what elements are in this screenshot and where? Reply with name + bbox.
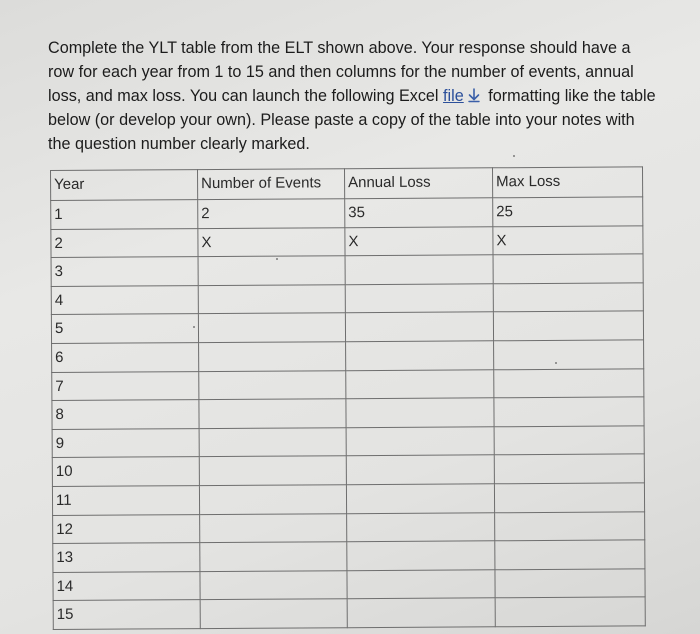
cell-annual-loss[interactable]: X xyxy=(345,226,493,255)
cell-max-loss[interactable] xyxy=(493,283,643,313)
cell-number-of-events[interactable] xyxy=(198,313,345,342)
cell-number-of-events[interactable] xyxy=(199,456,346,485)
table-row xyxy=(51,283,643,315)
cell-annual-loss[interactable] xyxy=(345,255,493,284)
table-row xyxy=(51,254,643,286)
table-row xyxy=(52,454,644,486)
cell-max-loss[interactable] xyxy=(494,397,644,427)
question-text-part-2: formatting like the table below (or develop your own). Please paste a copy of the table into your notes with the question number clearly marked. xyxy=(48,87,656,153)
cell-number-of-events[interactable]: X xyxy=(198,227,345,256)
cell-number-of-events[interactable] xyxy=(199,342,346,371)
cell-number-of-events[interactable] xyxy=(200,513,347,542)
cell-max-loss[interactable]: 25 xyxy=(493,197,643,227)
cell-year[interactable]: 7 xyxy=(52,371,199,400)
table-row xyxy=(51,197,643,229)
paper-mark xyxy=(555,362,557,364)
cell-annual-loss[interactable] xyxy=(347,512,495,541)
cell-max-loss[interactable] xyxy=(493,254,643,284)
cell-max-loss[interactable] xyxy=(494,483,644,513)
cell-max-loss[interactable] xyxy=(494,340,644,370)
cell-annual-loss[interactable] xyxy=(346,455,494,484)
cell-year[interactable]: 14 xyxy=(53,571,200,600)
header-max-loss: Max Loss xyxy=(492,167,642,198)
cell-number-of-events[interactable] xyxy=(200,599,347,628)
cell-annual-loss[interactable] xyxy=(347,541,495,570)
cell-max-loss[interactable] xyxy=(495,511,645,541)
cell-number-of-events[interactable] xyxy=(199,427,346,456)
cell-annual-loss[interactable] xyxy=(345,312,493,341)
cell-year[interactable]: 2 xyxy=(51,228,198,257)
cell-annual-loss[interactable] xyxy=(346,341,494,370)
cell-annual-loss[interactable]: 35 xyxy=(345,198,493,227)
cell-annual-loss[interactable] xyxy=(347,570,495,599)
cell-year[interactable]: 4 xyxy=(51,285,198,314)
cell-year[interactable]: 8 xyxy=(52,400,199,429)
paper-mark xyxy=(193,326,195,328)
cell-annual-loss[interactable] xyxy=(346,484,494,513)
cell-max-loss[interactable] xyxy=(494,426,644,456)
header-number-of-events: Number of Events xyxy=(198,169,345,200)
table-row xyxy=(52,483,644,515)
excel-file-link[interactable]: file xyxy=(443,87,464,105)
cell-annual-loss[interactable] xyxy=(346,369,494,398)
paper-mark xyxy=(276,258,278,260)
table-row xyxy=(52,426,644,458)
cell-number-of-events[interactable] xyxy=(198,256,345,285)
cell-year[interactable]: 13 xyxy=(53,543,200,572)
cell-number-of-events[interactable]: 2 xyxy=(198,199,345,228)
cell-number-of-events[interactable] xyxy=(199,370,346,399)
question-text-part-1: Complete the YLT table from the ELT shown above. Your response should have a row for each year from 1 to 15 and then columns for the number of events, annual loss, and max loss. You can launch the following Excel xyxy=(48,39,634,105)
header-annual-loss: Annual Loss xyxy=(344,168,492,199)
ylt-table xyxy=(50,166,646,630)
cell-year[interactable]: 10 xyxy=(52,457,199,486)
table-row xyxy=(53,569,645,601)
table-row xyxy=(52,340,644,372)
cell-year[interactable]: 15 xyxy=(53,600,200,629)
cell-max-loss[interactable]: X xyxy=(493,225,643,255)
table-row xyxy=(52,368,644,400)
paper-mark xyxy=(513,155,515,157)
cell-number-of-events[interactable] xyxy=(200,542,347,571)
cell-annual-loss[interactable] xyxy=(346,398,494,427)
cell-max-loss[interactable] xyxy=(494,368,644,398)
cell-year[interactable]: 1 xyxy=(51,200,198,229)
cell-max-loss[interactable] xyxy=(493,311,643,341)
cell-year[interactable]: 5 xyxy=(51,314,198,343)
table-row xyxy=(53,511,645,543)
cell-year[interactable]: 6 xyxy=(52,343,199,372)
cell-year[interactable]: 11 xyxy=(52,486,199,515)
question-text xyxy=(48,36,658,156)
cell-annual-loss[interactable] xyxy=(347,598,495,627)
table-row xyxy=(51,311,643,343)
cell-max-loss[interactable] xyxy=(495,597,645,627)
cell-number-of-events[interactable] xyxy=(200,570,347,599)
table-header-row xyxy=(51,167,643,201)
table-row xyxy=(53,540,645,572)
cell-year[interactable]: 9 xyxy=(52,428,199,457)
cell-number-of-events[interactable] xyxy=(199,485,346,514)
header-year: Year xyxy=(51,170,198,201)
cell-max-loss[interactable] xyxy=(495,569,645,599)
cell-max-loss[interactable] xyxy=(495,540,645,570)
table-row xyxy=(53,597,645,629)
cell-number-of-events[interactable] xyxy=(198,284,345,313)
table-row xyxy=(52,397,644,429)
table-body xyxy=(51,197,646,630)
cell-annual-loss[interactable] xyxy=(345,284,493,313)
cell-number-of-events[interactable] xyxy=(199,399,346,428)
cell-year[interactable]: 3 xyxy=(51,257,198,286)
download-arrow-icon[interactable] xyxy=(466,87,482,103)
cell-annual-loss[interactable] xyxy=(346,427,494,456)
table-row xyxy=(51,225,643,257)
cell-year[interactable]: 12 xyxy=(53,514,200,543)
cell-max-loss[interactable] xyxy=(494,454,644,484)
